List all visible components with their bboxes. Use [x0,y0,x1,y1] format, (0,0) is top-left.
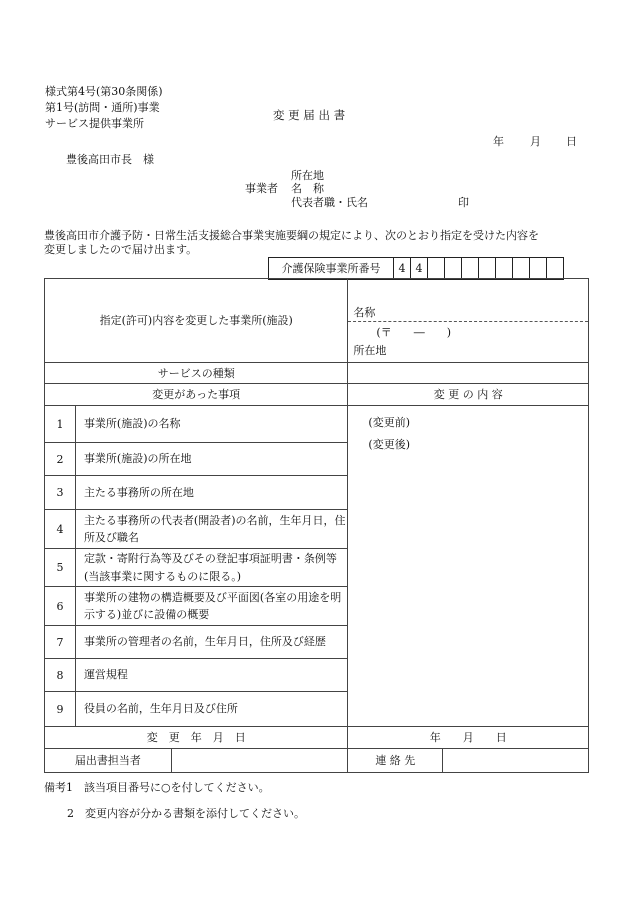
office-number-digit[interactable] [530,258,547,280]
date-year: 年 [493,135,504,148]
after-label: (変更後) [368,438,410,451]
item-text: 定款・寄附行為等及びその登記事項証明書・条例等(当該事業に関するものに限る。) [75,549,347,587]
document-title: 変 更 届 出 書 [273,108,346,122]
item-number[interactable]: 4 [45,510,76,549]
facility-name-label: 名称 [353,306,376,319]
address-label: 所在地 [291,169,324,182]
contact-person-label: 届出書担当者 [45,749,172,773]
note-1: 備考1 該当項目番号に○を付してください。 [44,781,270,794]
contact-label: 連 絡 先 [348,749,443,773]
office-number-digit[interactable]: 4 [411,258,428,280]
facility-name-line[interactable] [348,321,588,322]
facility-info-cell [348,279,589,363]
form-subtitle-2: サービス提供事業所 [45,117,144,130]
item-text: 事業所(施設)の名称 [75,406,347,443]
office-number-digit[interactable] [513,258,530,280]
service-type-label: サービスの種類 [45,363,348,384]
office-number-digit[interactable] [496,258,513,280]
office-number-digit[interactable] [445,258,462,280]
item-number[interactable]: 6 [45,587,76,626]
seal-mark: 印 [458,196,469,209]
name-label: 名 称 [291,182,324,195]
change-date-label: 変 更 年 月 日 [45,727,348,749]
office-number-digit[interactable] [428,258,445,280]
office-number-digit[interactable] [547,258,564,280]
item-text: 事業所の管理者の名前，生年月日，住所及び経歴 [75,626,347,659]
form-subtitle-1: 第1号(訪問・通所)事業 [45,101,160,114]
item-number[interactable]: 9 [45,692,76,727]
contact-value[interactable] [443,749,589,773]
item-text: 主たる事務所の所在地 [75,476,347,510]
item-text: 運営規程 [75,659,347,692]
office-number-table [268,257,564,280]
changed-items-header: 変更があった事項 [45,384,348,406]
before-label: (変更前) [368,416,410,429]
change-content-cell[interactable] [348,406,589,727]
reporter-label: 事業者 [245,182,278,195]
representative-label: 代表者職・氏名 [291,196,368,209]
facility-label: 指定(許可)内容を変更した事業所(施設) [45,279,348,363]
change-date-value[interactable]: 年 月 日 [348,727,589,749]
date-day: 日 [566,135,577,148]
contact-person-value[interactable] [171,749,348,773]
change-content-header: 変 更 の 内 容 [348,384,589,406]
item-number[interactable]: 7 [45,626,76,659]
date-month: 月 [530,135,541,148]
intro-line-1: 豊後高田市介護予防・日常生活支援総合事業実施要綱の規定により、次のとおり指定を受けた内容を [44,229,539,242]
item-text: 事業所(施設)の所在地 [75,443,347,476]
addressee: 豊後高田市長 様 [66,153,154,166]
service-type-value[interactable] [348,363,589,384]
intro-line-2: 変更しましたので届け出ます。 [44,243,198,256]
office-number-digit[interactable] [462,258,479,280]
item-number[interactable]: 8 [45,659,76,692]
change-notification-form [44,278,589,773]
facility-location-label: 所在地 [353,344,387,357]
item-number[interactable]: 2 [45,443,76,476]
office-number-digit[interactable]: 4 [394,258,411,280]
office-number-digit[interactable] [479,258,496,280]
item-text: 役員の名前，生年月日及び住所 [75,692,347,727]
item-text: 主たる事務所の代表者(開設者)の名前，生年月日，住所及び職名 [75,510,347,549]
facility-postal: (〒 ― ) [376,326,451,339]
office-number-label: 介護保険事業所番号 [269,258,394,280]
note-2: 2 変更内容が分かる書類を添付してください。 [67,807,305,820]
item-number[interactable]: 1 [45,406,76,443]
item-number[interactable]: 5 [45,549,76,587]
form-number: 様式第4号(第30条関係) [45,85,163,98]
item-number[interactable]: 3 [45,476,76,510]
item-text: 事業所の建物の構造概要及び平面図(各室の用途を明示する)並びに設備の概要 [75,587,347,626]
